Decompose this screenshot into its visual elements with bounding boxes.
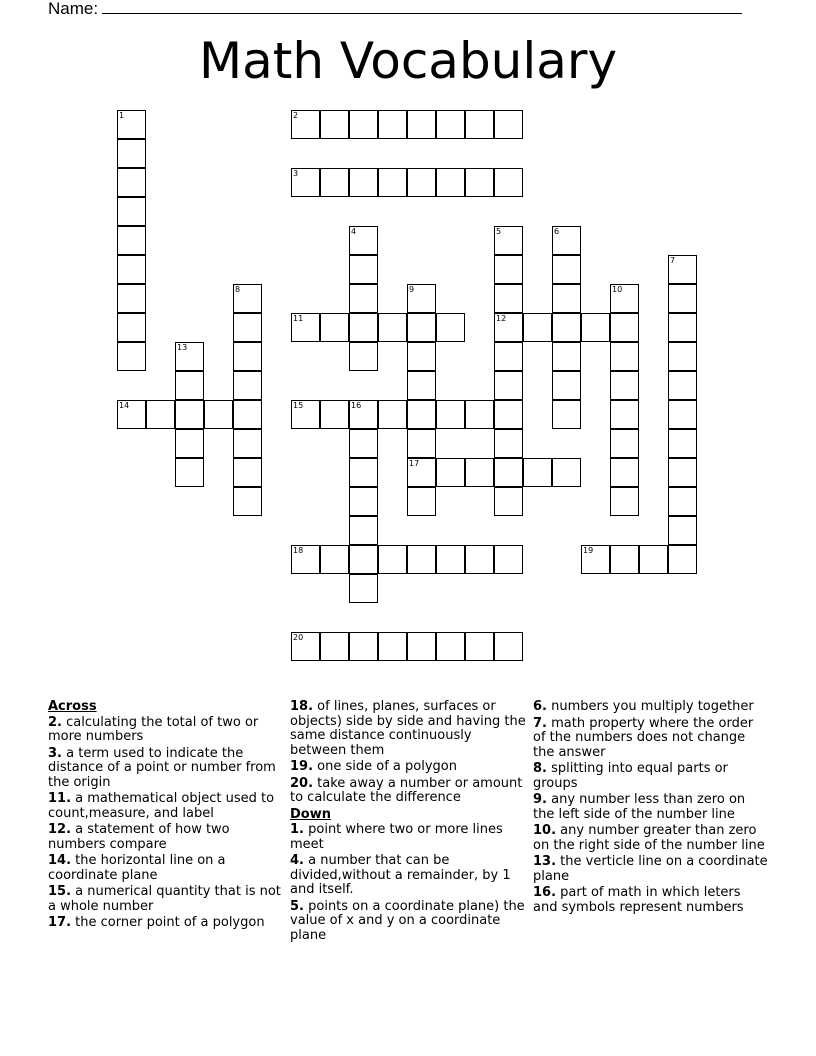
crossword-cell[interactable] — [233, 400, 262, 429]
crossword-cell[interactable] — [552, 284, 581, 313]
across-clue: 11. a mathematical object used to count,measure, and label — [48, 791, 275, 821]
down-clue: 6. numbers you multiply together — [533, 699, 754, 714]
clue-number-label: 12 — [496, 314, 507, 323]
crossword-cell[interactable] — [407, 284, 436, 313]
crossword-cell[interactable] — [349, 400, 378, 429]
across-clue: 20. take away a number or amount to calculate the difference — [290, 775, 523, 805]
crossword-cell[interactable] — [349, 284, 378, 313]
crossword-cell[interactable] — [668, 400, 697, 429]
crossword-cell[interactable] — [610, 313, 639, 342]
crossword-cell[interactable] — [349, 168, 378, 197]
crossword-cell[interactable] — [320, 400, 349, 429]
down-clue: 5. points on a coordinate plane) the value of x and y on a coordinate plane — [290, 898, 525, 943]
crossword-cell[interactable] — [117, 255, 146, 284]
crossword-cell[interactable] — [349, 313, 378, 342]
crossword-cell[interactable] — [349, 545, 378, 574]
across-clue: 18. of lines, planes, surfaces or objects) side by side and having the same distance continuously between them — [290, 699, 526, 758]
crossword-cell[interactable] — [175, 429, 204, 458]
crossword-cell[interactable] — [436, 110, 465, 139]
crossword-cell[interactable] — [668, 458, 697, 487]
crossword-cell[interactable] — [320, 168, 349, 197]
down-clue: 10. any number greater than zero on the right side of the number line — [533, 823, 765, 853]
clue-number-label: 16 — [351, 401, 362, 410]
crossword-cell[interactable] — [494, 110, 523, 139]
down-clue: 13. the verticle line on a coordinate plane — [533, 854, 768, 884]
crossword-cell[interactable] — [639, 545, 668, 574]
crossword-cell[interactable] — [494, 545, 523, 574]
crossword-cell[interactable] — [378, 313, 407, 342]
crossword-cell[interactable] — [610, 342, 639, 371]
crossword-cell[interactable] — [552, 400, 581, 429]
crossword-cell[interactable] — [552, 226, 581, 255]
crossword-cell[interactable] — [407, 545, 436, 574]
crossword-cell[interactable] — [668, 284, 697, 313]
crossword-cell[interactable] — [407, 400, 436, 429]
across-clue: 14. the horizontal line on a coordinate plane — [48, 853, 226, 883]
crossword-cell[interactable] — [610, 371, 639, 400]
clue-number-label: 13 — [177, 343, 188, 352]
crossword-cell[interactable] — [117, 400, 146, 429]
clues-column-2 — [290, 700, 526, 945]
down-clue: 7. math property where the order of the numbers does not change the answer — [533, 715, 754, 760]
crossword-cell[interactable] — [494, 487, 523, 516]
crossword-cell[interactable] — [117, 139, 146, 168]
crossword-cell[interactable] — [175, 371, 204, 400]
crossword-cell[interactable] — [494, 342, 523, 371]
crossword-cell[interactable] — [204, 400, 233, 429]
crossword-cell[interactable] — [465, 545, 494, 574]
clue-number-label: 20 — [293, 633, 304, 642]
crossword-cell[interactable] — [378, 110, 407, 139]
clue-number-label: 18 — [293, 546, 304, 555]
crossword-cell[interactable] — [407, 458, 436, 487]
crossword-cell[interactable] — [668, 516, 697, 545]
crossword-cell[interactable] — [552, 371, 581, 400]
clue-number-label: 10 — [612, 285, 623, 294]
crossword-cell[interactable] — [610, 545, 639, 574]
crossword-cell[interactable] — [436, 313, 465, 342]
crossword-cell[interactable] — [523, 313, 552, 342]
name-label: Name: — [48, 0, 99, 18]
across-clue: 19. one side of a polygon — [290, 759, 457, 774]
crossword-cell[interactable] — [349, 487, 378, 516]
across-clue: 15. a numerical quantity that is not a whole number — [48, 884, 281, 914]
clue-number-label: 9 — [409, 285, 415, 294]
down-clue: 16. part of math in which leters and symbols represent numbers — [533, 885, 744, 915]
crossword-cell[interactable] — [407, 110, 436, 139]
crossword-cell[interactable] — [610, 458, 639, 487]
crossword-cell[interactable] — [552, 313, 581, 342]
crossword-cell[interactable] — [581, 313, 610, 342]
crossword-cell[interactable] — [610, 284, 639, 313]
across-clue: 17. the corner point of a polygon — [48, 915, 265, 930]
clue-number-label: 19 — [583, 546, 594, 555]
crossword-cell[interactable] — [291, 400, 320, 429]
crossword-cell[interactable] — [117, 168, 146, 197]
crossword-cell[interactable] — [175, 400, 204, 429]
crossword-cell[interactable] — [233, 429, 262, 458]
crossword-cell[interactable] — [407, 168, 436, 197]
clue-number-label: 1 — [119, 111, 125, 120]
crossword-cell[interactable] — [378, 632, 407, 661]
crossword-cell[interactable] — [668, 429, 697, 458]
crossword-cell[interactable] — [407, 371, 436, 400]
crossword-cell[interactable] — [349, 458, 378, 487]
crossword-cell[interactable] — [291, 168, 320, 197]
crossword-cell[interactable] — [494, 313, 523, 342]
crossword-cell[interactable] — [465, 400, 494, 429]
crossword-cell[interactable] — [233, 342, 262, 371]
crossword-cell[interactable] — [349, 226, 378, 255]
crossword-cell[interactable] — [349, 110, 378, 139]
crossword-cell[interactable] — [407, 342, 436, 371]
clue-number-label: 17 — [409, 459, 420, 468]
crossword-cell[interactable] — [349, 516, 378, 545]
crossword-cell[interactable] — [668, 313, 697, 342]
clue-number-label: 8 — [235, 285, 241, 294]
crossword-cell[interactable] — [436, 458, 465, 487]
crossword-cell[interactable] — [349, 429, 378, 458]
crossword-cell[interactable] — [233, 487, 262, 516]
crossword-cell[interactable] — [523, 458, 552, 487]
crossword-cell[interactable] — [291, 110, 320, 139]
crossword-cell[interactable] — [436, 400, 465, 429]
crossword-cell[interactable] — [320, 545, 349, 574]
clues-column-1 — [48, 700, 283, 933]
crossword-cell[interactable] — [233, 458, 262, 487]
crossword-cell[interactable] — [494, 371, 523, 400]
crossword-cell[interactable] — [117, 110, 146, 139]
crossword-cell[interactable] — [291, 632, 320, 661]
down-heading: Down — [290, 806, 331, 822]
crossword-cell[interactable] — [233, 284, 262, 313]
crossword-cell[interactable] — [349, 632, 378, 661]
across-clue: 2. calculating the total of two or more numbers — [48, 714, 259, 744]
crossword-cell[interactable] — [436, 632, 465, 661]
clue-number-label: 15 — [293, 401, 304, 410]
crossword-cell[interactable] — [407, 313, 436, 342]
crossword-cell[interactable] — [610, 429, 639, 458]
crossword-cell[interactable] — [494, 632, 523, 661]
crossword-cell[interactable] — [668, 545, 697, 574]
crossword-cell[interactable] — [494, 226, 523, 255]
down-clue: 1. point where two or more lines meet — [290, 822, 503, 852]
crossword-cell[interactable] — [291, 313, 320, 342]
crossword-cell[interactable] — [436, 545, 465, 574]
crossword-cell[interactable] — [117, 226, 146, 255]
down-clue: 4. a number that can be divided,without a remainder, by 1 and itself. — [290, 853, 511, 897]
crossword-cell[interactable] — [552, 458, 581, 487]
crossword-cell[interactable] — [378, 168, 407, 197]
crossword-cell[interactable] — [349, 574, 378, 603]
crossword-cell[interactable] — [552, 342, 581, 371]
crossword-cell[interactable] — [668, 342, 697, 371]
down-clue: 8. splitting into equal parts or groups — [533, 761, 728, 791]
crossword-cell[interactable] — [407, 429, 436, 458]
crossword-cell[interactable] — [465, 458, 494, 487]
clue-number-label: 6 — [554, 227, 560, 236]
across-clue: 3. a term used to indicate the distance of a point or number from the origin — [48, 745, 276, 790]
crossword-cell[interactable] — [494, 255, 523, 284]
clue-number-label: 7 — [670, 256, 676, 265]
crossword-cell[interactable] — [668, 487, 697, 516]
crossword-cell[interactable] — [581, 545, 610, 574]
clues-column-3 — [533, 700, 768, 917]
crossword-cell[interactable] — [668, 255, 697, 284]
crossword-cell[interactable] — [291, 545, 320, 574]
across-clue: 12. a statement of how two numbers compare — [48, 822, 230, 852]
crossword-cell[interactable] — [465, 632, 494, 661]
crossword-cell[interactable] — [494, 168, 523, 197]
crossword-cell[interactable] — [436, 168, 465, 197]
crossword-cell[interactable] — [552, 255, 581, 284]
page-title: Math Vocabulary — [198, 32, 618, 90]
crossword-cell[interactable] — [320, 632, 349, 661]
crossword-cell[interactable] — [349, 342, 378, 371]
clue-number-label: 5 — [496, 227, 502, 236]
crossword-cell[interactable] — [175, 458, 204, 487]
crossword-cell[interactable] — [494, 400, 523, 429]
clue-number-label: 14 — [119, 401, 130, 410]
clue-number-label: 3 — [293, 169, 299, 178]
down-clue: 9. any number less than zero on the left side of the number line — [533, 792, 746, 822]
crossword-cell[interactable] — [117, 313, 146, 342]
crossword-cell[interactable] — [117, 342, 146, 371]
clue-number-label: 11 — [293, 314, 304, 323]
crossword-cell[interactable] — [378, 400, 407, 429]
crossword-cell[interactable] — [320, 313, 349, 342]
crossword-cell[interactable] — [349, 255, 378, 284]
across-heading: Across — [48, 699, 97, 714]
crossword-cell[interactable] — [117, 197, 146, 226]
crossword-cell[interactable] — [233, 313, 262, 342]
crossword-cell[interactable] — [407, 632, 436, 661]
crossword-cell[interactable] — [668, 371, 697, 400]
crossword-cell[interactable] — [117, 284, 146, 313]
crossword-cell[interactable] — [494, 284, 523, 313]
crossword-cell[interactable] — [465, 110, 494, 139]
clue-number-label: 2 — [293, 111, 299, 120]
crossword-cell[interactable] — [494, 429, 523, 458]
crossword-cell[interactable] — [494, 458, 523, 487]
crossword-cell[interactable] — [233, 371, 262, 400]
crossword-cell[interactable] — [378, 545, 407, 574]
crossword-cell[interactable] — [407, 487, 436, 516]
crossword-cell[interactable] — [610, 487, 639, 516]
crossword-cell[interactable] — [465, 168, 494, 197]
crossword-cell[interactable] — [175, 342, 204, 371]
crossword-cell[interactable] — [320, 110, 349, 139]
crossword-cell[interactable] — [146, 400, 175, 429]
crossword-cell[interactable] — [610, 400, 639, 429]
clue-number-label: 4 — [351, 227, 357, 236]
